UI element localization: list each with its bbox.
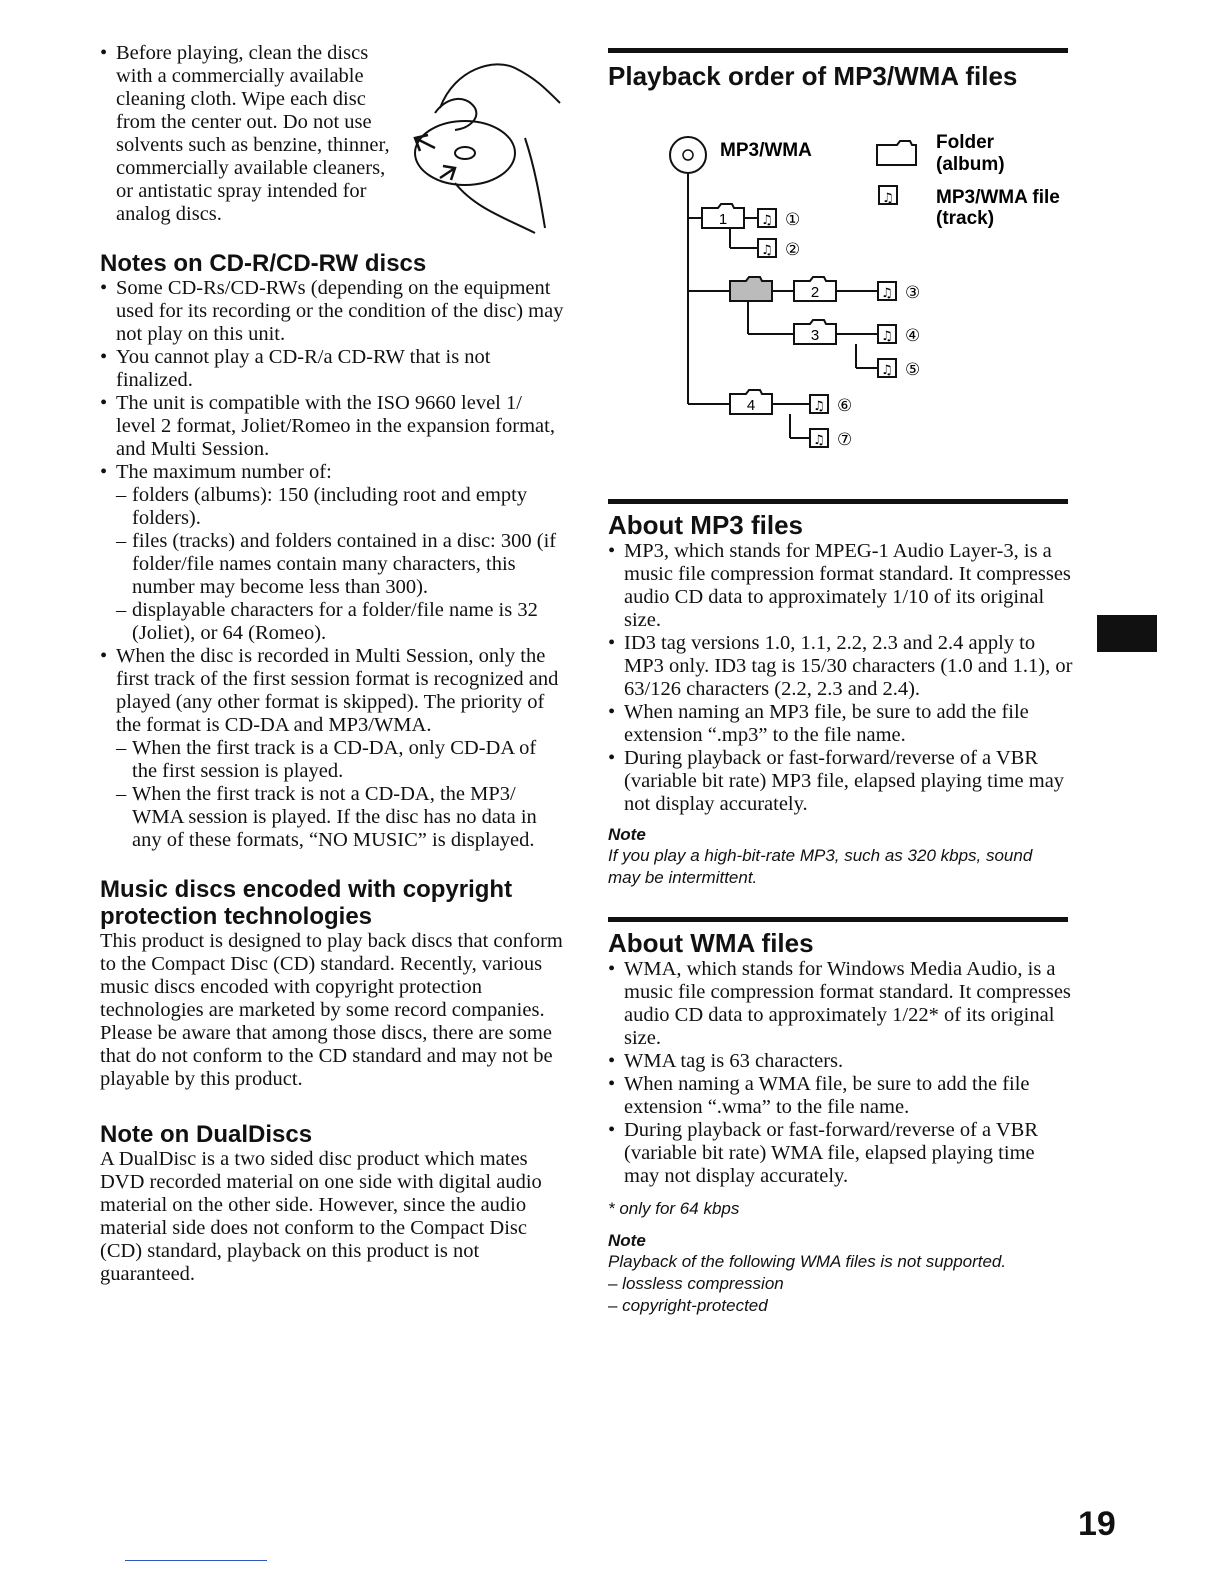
cdr-max-list: [116, 484, 565, 645]
wma-note-item: – lossless compression: [608, 1274, 784, 1293]
track-7-icon: [810, 429, 852, 450]
wma-note-item: – copyright-protected: [608, 1296, 768, 1315]
wma-bullet: • WMA, which stands for Windows Media Audio, is a music file compression format standard. It compresses audio CD data to approximately 1/22* of its original size.: [608, 958, 1073, 1050]
track-4-icon: [878, 325, 920, 346]
folder-3-icon: [794, 320, 836, 344]
section-rule: [608, 499, 1068, 504]
svg-text:♫: ♫: [813, 433, 825, 448]
mp3-note-title: Note: [608, 825, 646, 844]
cdr-max-item: – files (tracks) and folders contained in a disc: 300 (if folder/file names contain many characters, this number may become less than 300).: [116, 530, 565, 599]
cdr-heading: Notes on CD-R/CD-RW discs: [100, 250, 427, 277]
dualdisc-heading: Note on DualDiscs: [100, 1121, 313, 1148]
track-number: ⑦: [837, 430, 853, 450]
cleaning-bullet: • Before playing, clean the discs with a commercially available cleaning cloth. Wipe each disc from the center out. Do not use solvents such as benzine, thinner, commercially available cleaners, or antistatic spray intended for analog discs.: [100, 42, 400, 226]
cdr-max-item: – displayable characters for a folder/file name is 32 (Joliet), or 64 (Romeo).: [116, 599, 565, 645]
dualdisc-text: A DualDisc is a two sided disc product which mates DVD recorded material on one side with digital audio material on the other side. However, since the audio material side does not conform to the Compact Disc (CD) standard, playback on this product is not guaranteed.: [100, 1148, 542, 1285]
mp3-bullet: • During playback or fast-forward/reverse of a VBR (variable bit rate) MP3 file, elapsed playing time may not display accurately.: [608, 747, 1073, 816]
track-number: ⑥: [837, 396, 853, 416]
folder-2-icon: [794, 277, 836, 301]
cdr-bullet-4: [100, 461, 565, 645]
cdr-list: [100, 277, 565, 852]
cleaning-note: [100, 42, 400, 226]
track-1-icon: [758, 209, 800, 230]
section-tab-marker: [1097, 615, 1157, 652]
wma-bullet: • WMA tag is 63 characters.: [608, 1050, 1073, 1073]
wma-note-text: Playback of the following WMA files is not supported.: [608, 1252, 1007, 1271]
footer-line: [125, 1560, 267, 1561]
track-number: ②: [785, 240, 801, 260]
playback-order-diagram: [660, 124, 1080, 474]
cdr-bullet-3: • The unit is compatible with the ISO 9660 level 1/ level 2 format, Joliet/Romeo in the expansion format, and Multi Session.: [100, 392, 565, 461]
cdr-bullet-4-text: The maximum number of:: [116, 461, 332, 483]
folder-1-icon: [702, 204, 744, 228]
track-number: ③: [905, 283, 921, 303]
legend-file-sublabel: (track): [936, 208, 995, 229]
track-number: ④: [905, 326, 921, 346]
svg-text:♫: ♫: [881, 286, 893, 301]
wma-bullet: • During playback or fast-forward/reverse of a VBR (variable bit rate) WMA file, elapsed playing time may not display accurately.: [608, 1119, 1073, 1188]
cdr-session-item: – When the first track is a CD-DA, only CD-DA of the first session is played.: [116, 737, 565, 783]
wma-heading: About WMA files: [608, 928, 814, 958]
cdr-bullet-5-text: When the disc is recorded in Multi Session, only the first track of the first session format is recognized and played (any other format is skipped). The priority of the format is CD-DA and MP3/WMA.: [116, 645, 559, 736]
folder-label: 3: [810, 327, 820, 344]
folder-4-icon: [730, 390, 772, 414]
track-number: ⑤: [905, 360, 921, 380]
disc-icon: [670, 137, 706, 173]
wma-note-title: Note: [608, 1231, 646, 1250]
cdr-bullet-1: • Some CD-Rs/CD-RWs (depending on the equipment used for its recording or the condition of the disc) may not play on this unit.: [100, 277, 565, 346]
folder-label: 2: [810, 284, 820, 301]
svg-text:♫: ♫: [813, 399, 825, 414]
track-6-icon: [810, 395, 852, 416]
mp3-bullet: • ID3 tag versions 1.0, 1.1, 2.2, 2.3 and 2.4 apply to MP3 only. ID3 tag is 15/30 characters (1.0 and 1.1), or 63/126 characters (2.2, 2.3 and 2.4).: [608, 632, 1073, 701]
cdr-session-item: – When the first track is not a CD-DA, the MP3/ WMA session is played. If the disc has no data in any of these formats, “NO MUSIC” is displayed.: [116, 783, 565, 852]
root-label: MP3/WMA: [720, 140, 812, 161]
folder-legend-icon: [877, 141, 916, 165]
legend-folder-sublabel: (album): [936, 154, 1005, 175]
copyright-heading: Music discs encoded with copyright protection technologies: [100, 876, 513, 930]
mp3-bullet: • MP3, which stands for MPEG-1 Audio Layer-3, is a music file compression format standard. It compresses audio CD data to approximately 1/10 of its original size.: [608, 540, 1073, 632]
mp3-heading: About MP3 files: [608, 510, 804, 540]
root-folder-icon: [730, 277, 772, 301]
wma-bullet: • When naming a WMA file, be sure to add the file extension “.wma” to the file name.: [608, 1073, 1073, 1119]
cdr-bullet-5: [100, 645, 565, 852]
folder-label: 1: [718, 211, 728, 228]
legend-folder-label: Folder: [936, 132, 995, 153]
mp3-bullet: • When naming an MP3 file, be sure to add the file extension “.mp3” to the file name.: [608, 701, 1073, 747]
legend-file-label: MP3/WMA file: [936, 187, 1060, 208]
wma-list: [608, 958, 1073, 1188]
section-rule: [608, 48, 1068, 53]
track-2-icon: [758, 239, 800, 260]
mp3-list: [608, 540, 1073, 816]
wma-footnote: * only for 64 kbps: [608, 1199, 740, 1218]
disc-cleaning-illustration: [395, 18, 565, 248]
track-number: ①: [785, 210, 801, 230]
mp3-note-text: If you play a high-bit-rate MP3, such as 320 kbps, sound may be intermittent.: [608, 846, 1033, 887]
cdr-bullet-2: • You cannot play a CD-R/a CD-RW that is not finalized.: [100, 346, 565, 392]
cdr-max-item: – folders (albums): 150 (including root and empty folders).: [116, 484, 565, 530]
file-legend-icon: [879, 186, 897, 206]
cdr-session-list: [116, 737, 565, 852]
playback-heading: Playback order of MP3/WMA files: [608, 61, 1018, 91]
track-3-icon: [878, 282, 920, 303]
section-rule: [608, 917, 1068, 922]
svg-text:♫: ♫: [881, 329, 893, 344]
copyright-text: This product is designed to play back discs that conform to the Compact Disc (CD) standard. Recently, various music discs encoded with copyright protection technologies are marketed by some record companies. Please be aware that among those discs, there are some that do not conform to the CD standard and may not be playable by this product.: [100, 930, 563, 1090]
folder-label: 4: [746, 397, 756, 414]
track-5-icon: [878, 359, 920, 380]
svg-text:♫: ♫: [882, 191, 894, 206]
svg-text:♫: ♫: [761, 213, 773, 228]
svg-text:♫: ♫: [881, 363, 893, 378]
page-number: 19: [1078, 1505, 1116, 1543]
svg-text:♫: ♫: [761, 243, 773, 258]
